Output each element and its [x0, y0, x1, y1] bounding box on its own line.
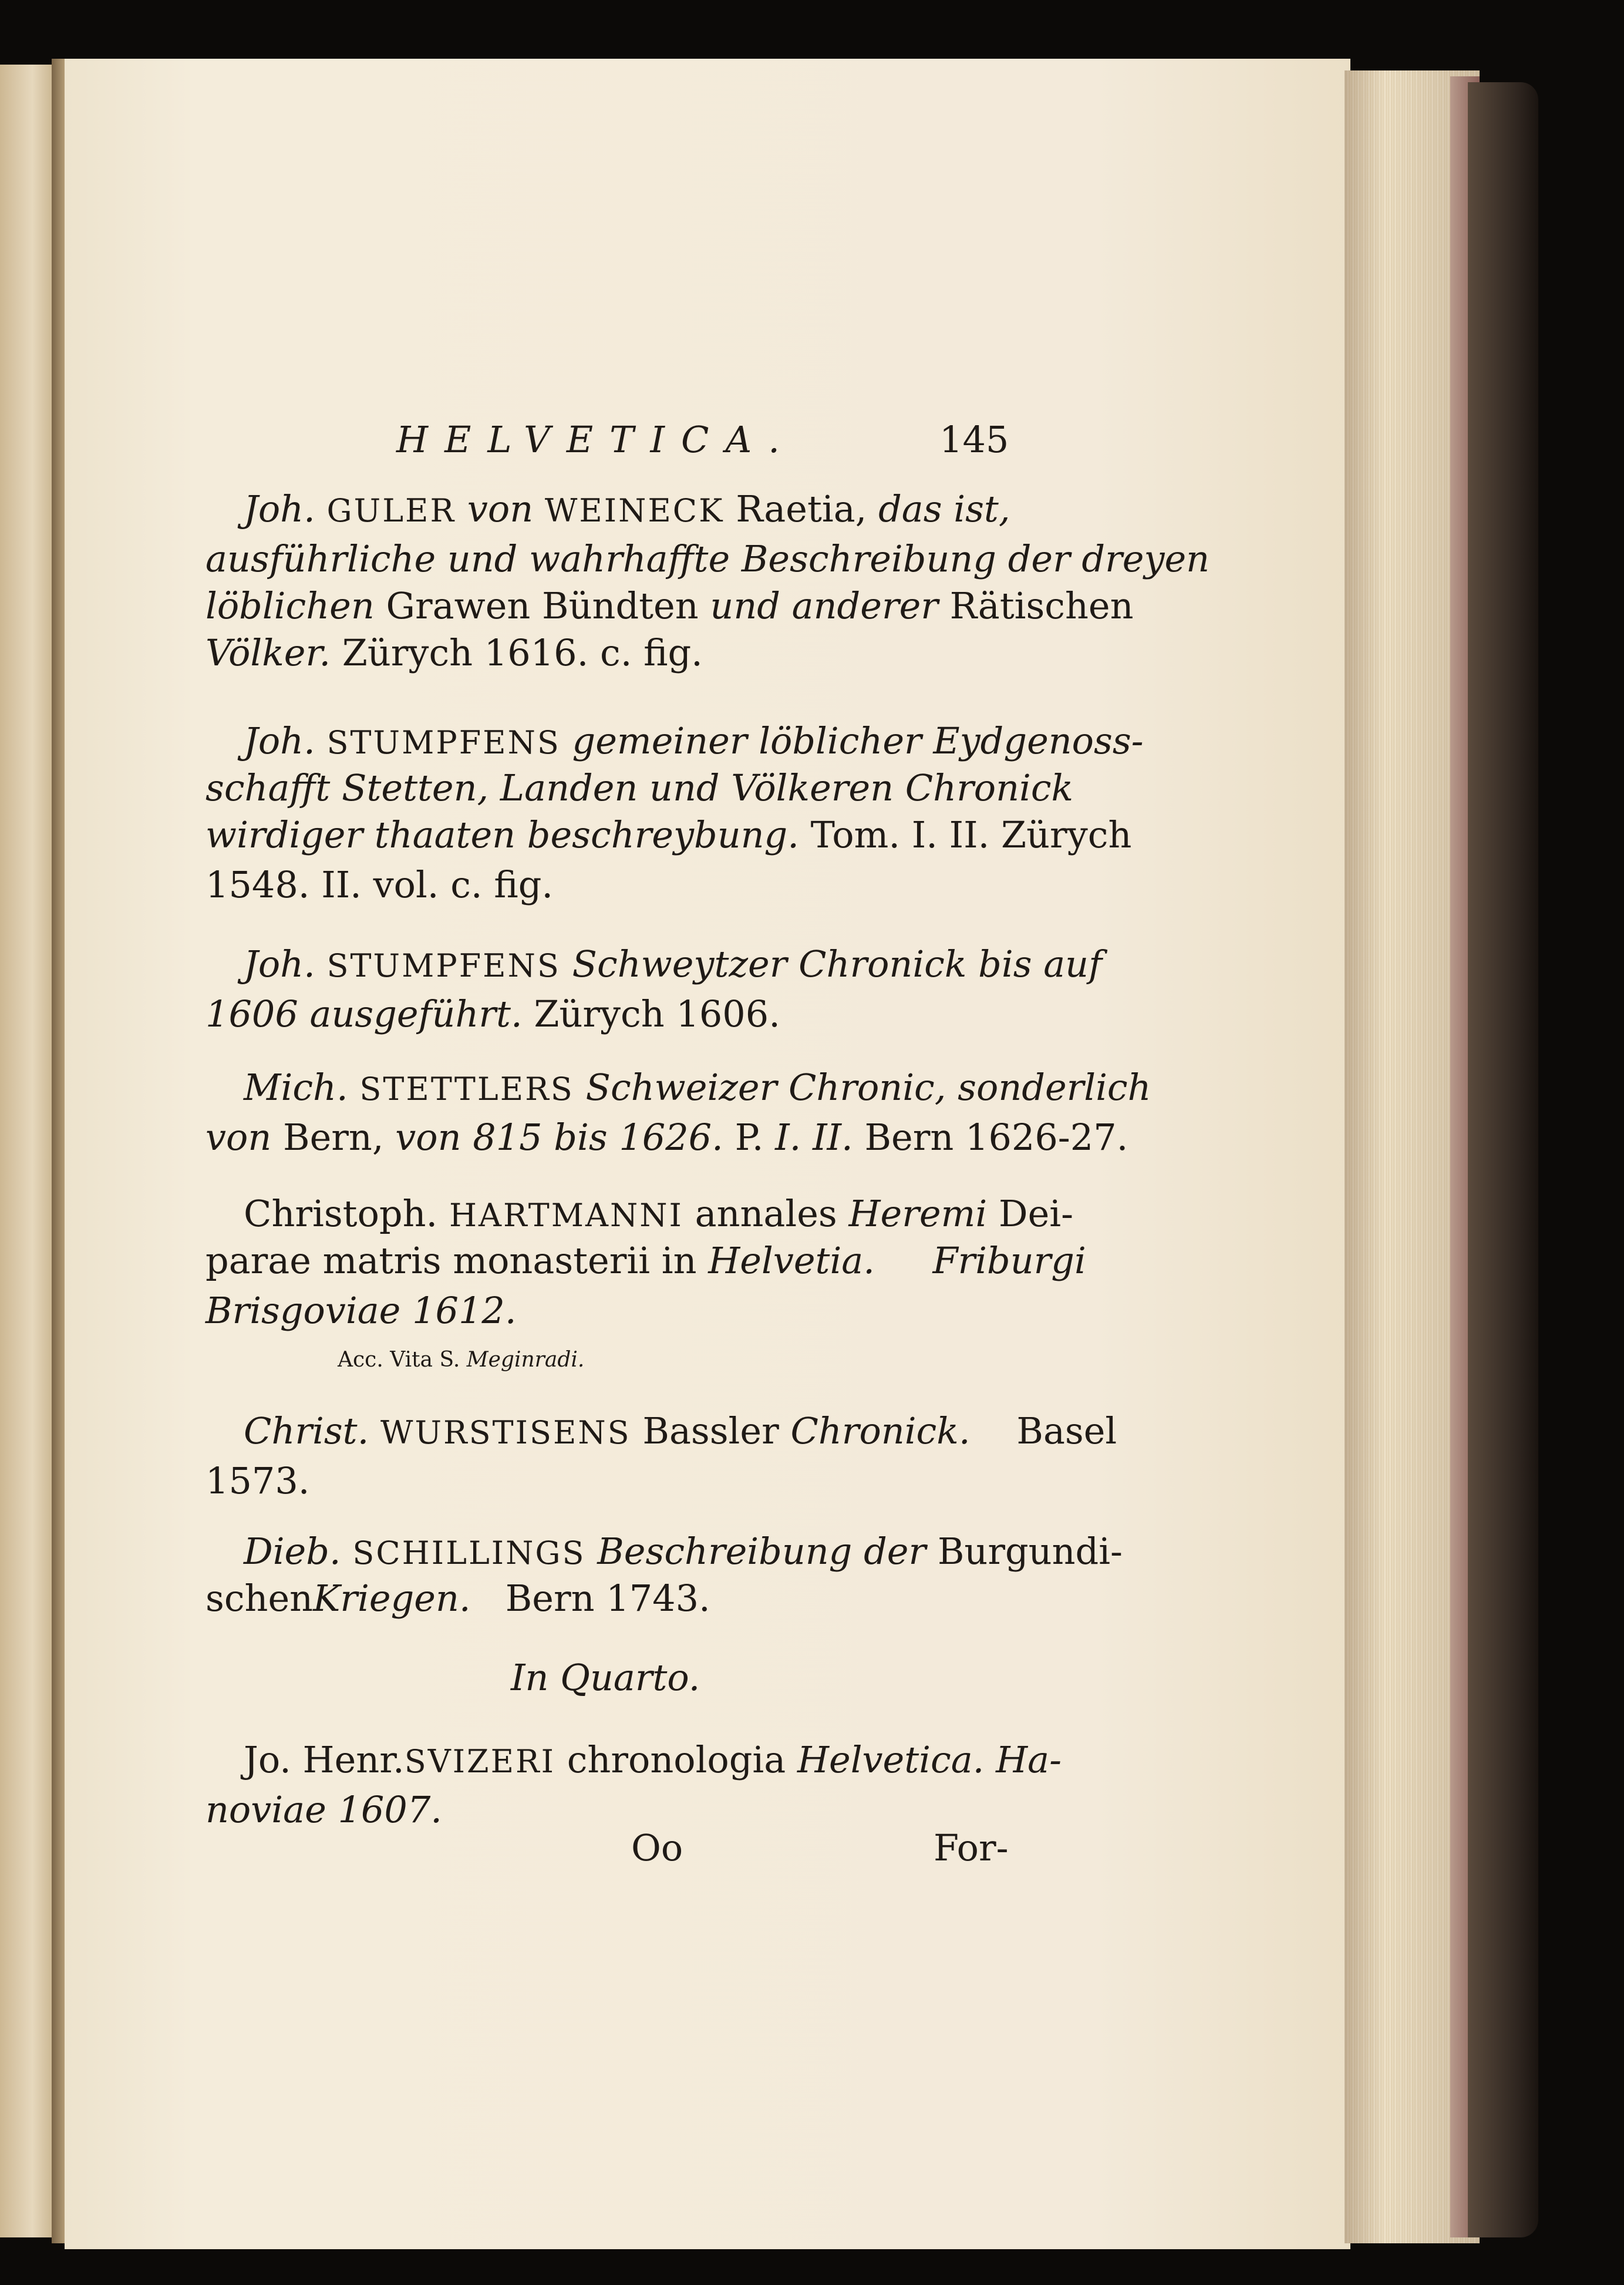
entry-1-line-3: löblichen Grawen Bündten und anderer Rätischen	[205, 584, 1134, 627]
entry-8-line-1: Jo. Henr.SVIZERI chronologia Helvetica. Ha-	[244, 1738, 1062, 1781]
entry-6-line-2: 1573.	[205, 1459, 310, 1502]
entry-5-line-3: Brisgoviae 1612.	[205, 1289, 517, 1332]
entry-8-line-2: noviae 1607.	[205, 1788, 442, 1831]
entry-5-line-2: parae matris monasterii in Helvetia. Friburgi	[205, 1239, 1086, 1282]
entry-2-line-2: schafft Stetten, Landen und Völkeren Chronick	[205, 766, 1074, 809]
entry-1-line-2: ausführliche und wahrhaffte Beschreibung der dreyen	[205, 537, 1210, 580]
entry-6-line-1: Christ. WURSTISENS Bassler Chronick. Basel	[244, 1409, 1117, 1452]
section-heading: In Quarto.	[511, 1656, 700, 1699]
signature-mark: Oo	[631, 1826, 683, 1869]
entry-4-line-2: von Bern, von 815 bis 1626. P. I. II. Bern 1626-27.	[205, 1116, 1128, 1159]
running-head: HELVETICA.	[396, 418, 796, 461]
entry-5-line-1: Christoph. HARTMANNI annales Heremi Dei-	[244, 1192, 1074, 1235]
book-cover	[1468, 82, 1538, 2237]
entry-1-line-1: Joh. GULER von WEINECK Raetia, das ist,	[244, 487, 1010, 530]
entry-2-line-3: wirdiger thaaten beschreybung. Tom. I. II. Zürych	[205, 813, 1132, 856]
book-page	[65, 59, 1350, 2249]
entry-7-line-1: Dieb. SCHILLINGS Beschreibung der Burgundi-	[244, 1530, 1123, 1573]
entry-3-line-1: Joh. STUMPFENS Schweytzer Chronick bis auf	[244, 943, 1103, 985]
page-number: 145	[939, 418, 1009, 461]
entry-3-line-2: 1606 ausgeführt. Zürych 1606.	[205, 992, 780, 1035]
entry-2-line-4: 1548. II. vol. c. fig.	[205, 863, 554, 906]
entry-4-line-1: Mich. STETTLERS Schweizer Chronic, sonderlich	[244, 1066, 1151, 1109]
catchword: For-	[934, 1826, 1009, 1869]
entry-7-line-2: schenKriegen. Bern 1743.	[205, 1577, 710, 1620]
entry-2-line-1: Joh. STUMPFENS gemeiner löblicher Eydgenoss-	[244, 719, 1144, 762]
entry-5-note: Acc. Vita S. Meginradi.	[338, 1348, 585, 1372]
entry-1-line-4: Völker. Zürych 1616. c. fig.	[205, 631, 703, 674]
left-page-edge	[0, 65, 59, 2237]
